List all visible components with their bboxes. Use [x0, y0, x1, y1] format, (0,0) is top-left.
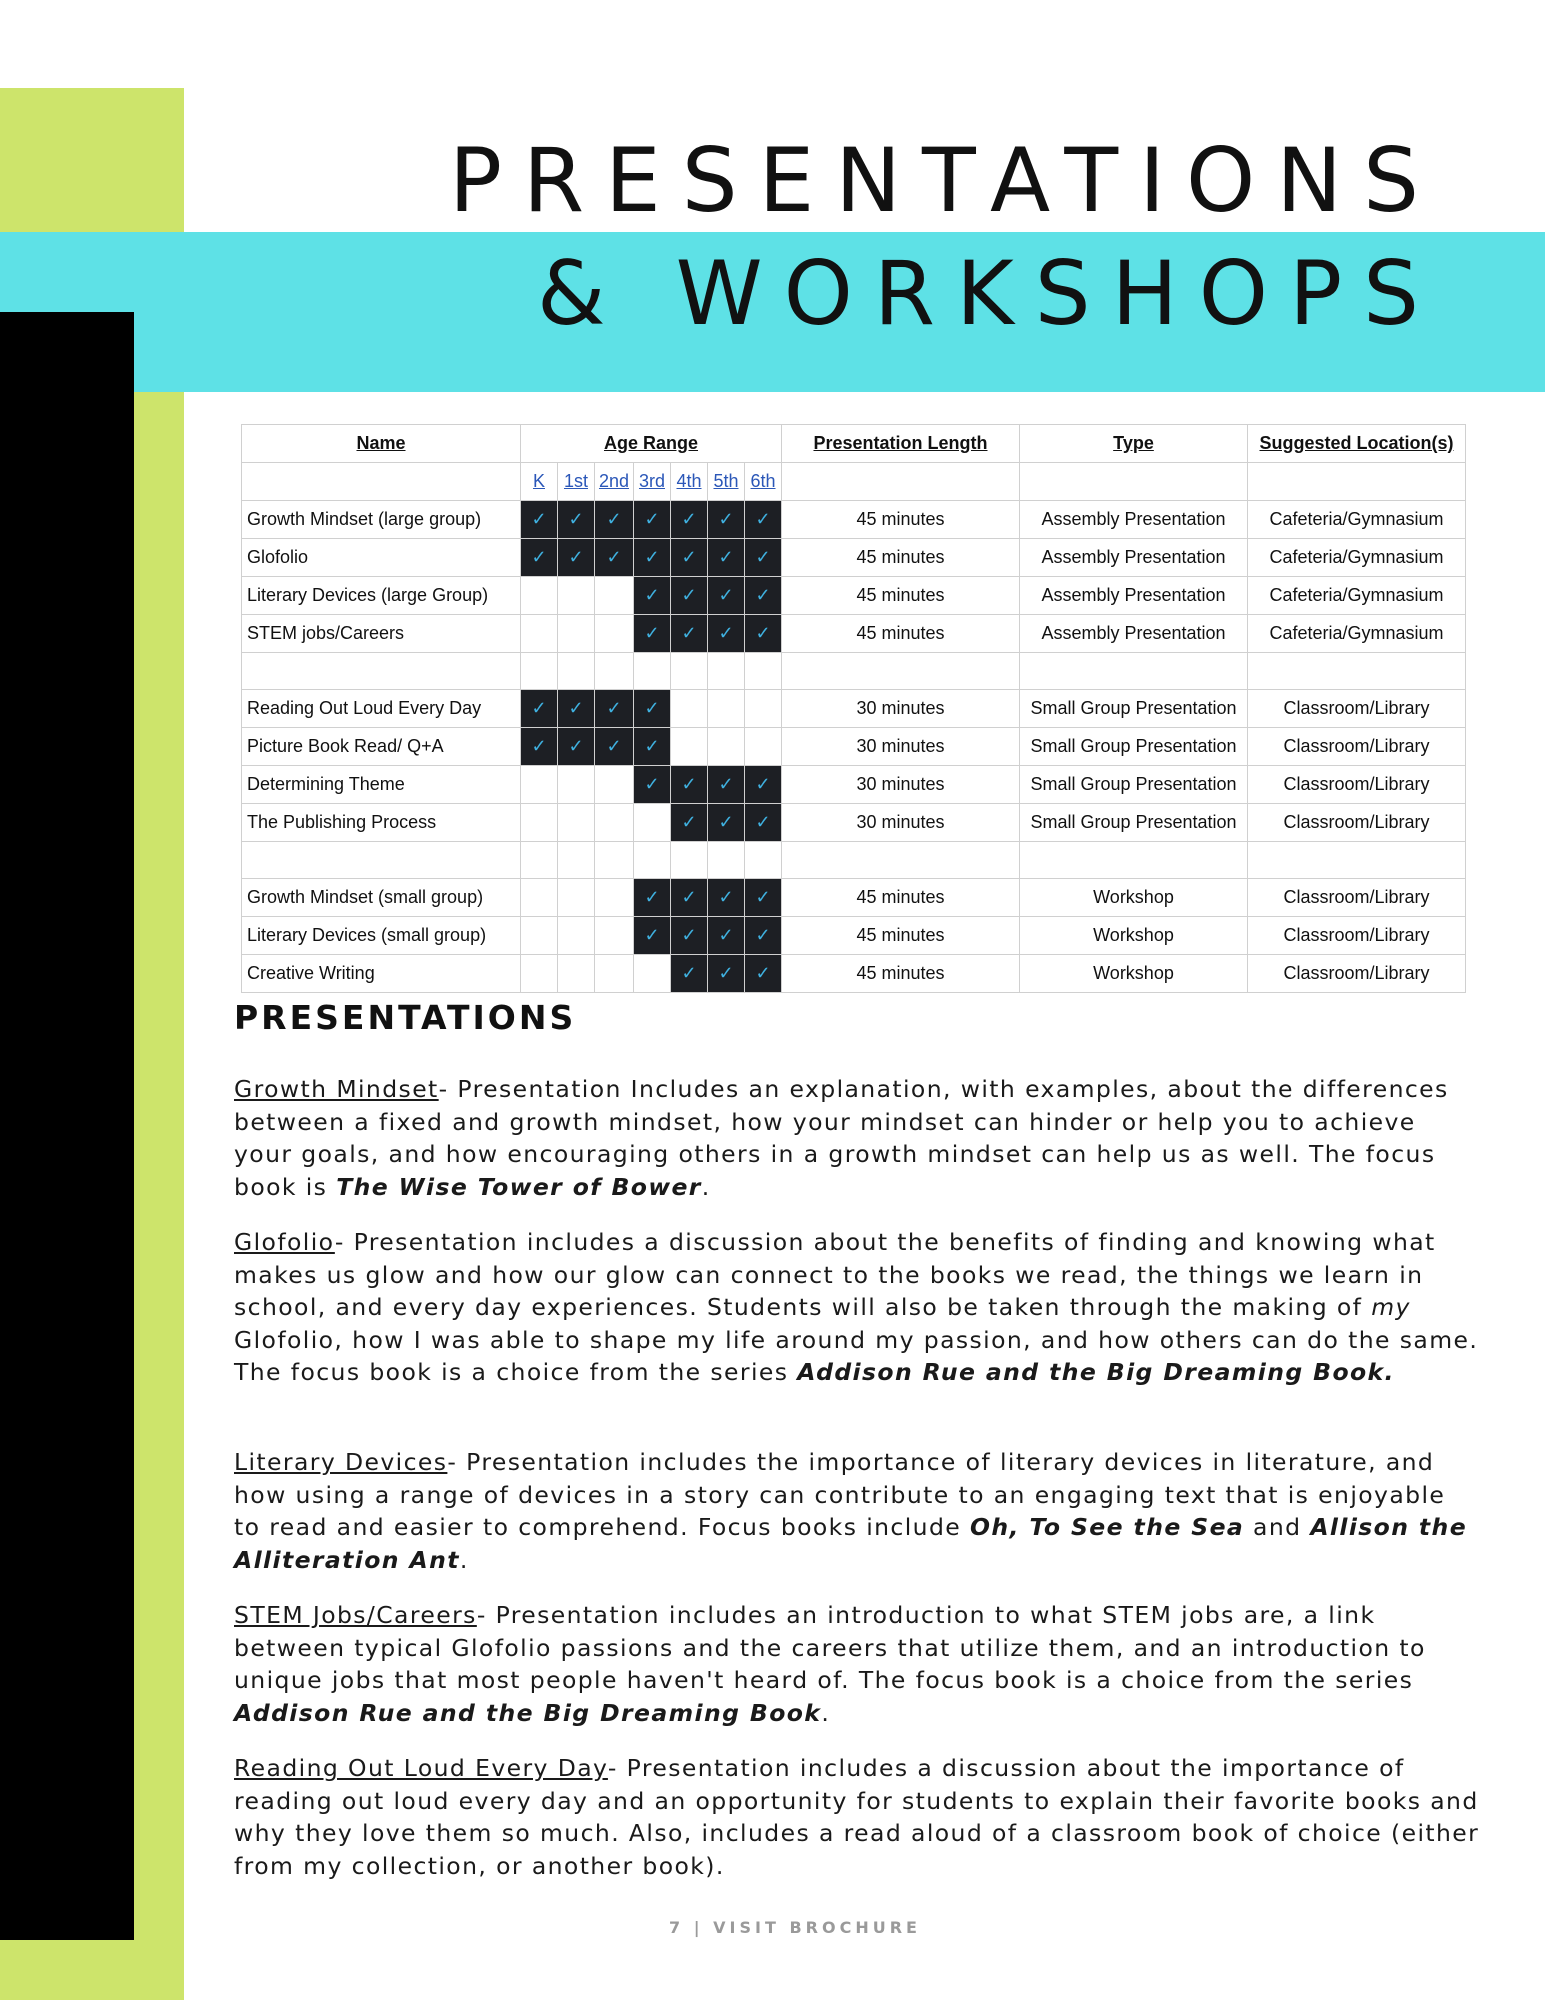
- empty-cell: [782, 653, 1020, 690]
- checkmark-icon: ✓: [671, 766, 708, 804]
- checkmark-icon: ✓: [671, 955, 708, 993]
- empty-cell: [1020, 653, 1248, 690]
- empty-grade-cell: [558, 917, 595, 955]
- header-length: Presentation Length: [782, 425, 1020, 463]
- page-title-line-1: PRESENTATIONS: [448, 129, 1440, 232]
- paragraph-text: .: [701, 1172, 711, 1201]
- checkmark-icon: ✓: [671, 501, 708, 539]
- empty-cell: [782, 842, 1020, 879]
- empty-cell: [521, 842, 558, 879]
- empty-cell: [745, 842, 782, 879]
- header-location: Suggested Location(s): [1248, 425, 1466, 463]
- paragraph-text: - Presentation includes a discussion about the benefits of finding and knowing what makes us glow and how our glow can connect to the books we read, the things we learn in school, and every day experiences. Students will also be taken through the making of: [234, 1228, 1436, 1321]
- empty-grade-cell: [595, 804, 634, 842]
- empty-cell: [708, 653, 745, 690]
- presentation-type-cell: Workshop: [1020, 879, 1248, 917]
- paragraph-text: .: [821, 1698, 831, 1727]
- checkmark-icon: ✓: [745, 804, 782, 842]
- location-cell: Classroom/Library: [1248, 917, 1466, 955]
- paragraph-text: Glofolio, how I was able to shape my life around my passion, and how others can do the same. The focus book is a choice from the series: [234, 1325, 1479, 1386]
- grade-row-blank: [1020, 463, 1248, 501]
- paragraph-text: .: [459, 1545, 469, 1574]
- empty-grade-cell: [521, 577, 558, 615]
- paragraph-stem-jobs: [234, 1599, 1480, 1729]
- table-row: [242, 766, 1466, 804]
- presentation-name-cell: STEM jobs/Careers: [242, 615, 521, 653]
- presentation-length-cell: 30 minutes: [782, 728, 1020, 766]
- checkmark-icon: ✓: [595, 539, 634, 577]
- checkmark-icon: ✓: [558, 690, 595, 728]
- header-age-range: Age Range: [521, 425, 782, 463]
- location-cell: Classroom/Library: [1248, 728, 1466, 766]
- empty-grade-cell: [595, 917, 634, 955]
- empty-grade-cell: [745, 690, 782, 728]
- presentation-type-cell: Assembly Presentation: [1020, 615, 1248, 653]
- checkmark-icon: ✓: [671, 879, 708, 917]
- grade-row-blank: [782, 463, 1020, 501]
- presentation-type-cell: Small Group Presentation: [1020, 766, 1248, 804]
- empty-grade-cell: [634, 804, 671, 842]
- empty-grade-cell: [708, 728, 745, 766]
- table-row: [242, 955, 1466, 993]
- paragraph-text: - Presentation Includes an explanation, with examples, about the differences between a fixed and growth mindset, how your mindset can hinder or help you to achieve your goals, and how encouraging others in a growth mindset can help us as well. The focus book is: [234, 1075, 1449, 1201]
- checkmark-icon: ✓: [521, 501, 558, 539]
- empty-cell: [242, 653, 521, 690]
- checkmark-icon: ✓: [708, 766, 745, 804]
- location-cell: Cafeteria/Gymnasium: [1248, 615, 1466, 653]
- table-body: [242, 501, 1466, 993]
- book-title: Addison Rue and the Big Dreaming Book.: [797, 1358, 1395, 1386]
- presentation-name-cell: Creative Writing: [242, 955, 521, 993]
- paragraph-text: - Presentation includes a discussion about the importance of reading out loud every day and an opportunity for students to explain their favorite books and why they love them so much. Also, includes a read aloud of a classroom book of choice (either from my collection, or another book).: [234, 1754, 1480, 1880]
- presentation-name-cell: Literary Devices (large Group): [242, 577, 521, 615]
- paragraph-lead: Literary Devices: [234, 1448, 448, 1476]
- table-row: [242, 690, 1466, 728]
- book-title: Oh, To See the Sea: [970, 1513, 1245, 1541]
- empty-cell: [595, 842, 634, 879]
- empty-grade-cell: [521, 917, 558, 955]
- checkmark-icon: ✓: [671, 539, 708, 577]
- checkmark-icon: ✓: [634, 539, 671, 577]
- grade-4th-link[interactable]: 4th: [671, 463, 708, 501]
- presentation-length-cell: 45 minutes: [782, 955, 1020, 993]
- paragraph-text: - Presentation includes the importance of literary devices in literature, and how using a range of devices in a story can contribute to an engaging text that is enjoyable to read and easier to comprehend. Focus books include: [234, 1448, 1446, 1541]
- header-type: Type: [1020, 425, 1248, 463]
- presentation-type-cell: Workshop: [1020, 955, 1248, 993]
- presentation-length-cell: 45 minutes: [782, 917, 1020, 955]
- grade-1st-link[interactable]: 1st: [558, 463, 595, 501]
- empty-cell: [634, 653, 671, 690]
- presentation-length-cell: 45 minutes: [782, 539, 1020, 577]
- presentation-type-cell: Workshop: [1020, 917, 1248, 955]
- checkmark-icon: ✓: [745, 955, 782, 993]
- empty-grade-cell: [595, 577, 634, 615]
- empty-cell: [634, 842, 671, 879]
- checkmark-icon: ✓: [634, 501, 671, 539]
- paragraph-text: and: [1244, 1513, 1311, 1541]
- grade-3rd-link[interactable]: 3rd: [634, 463, 671, 501]
- empty-grade-cell: [595, 955, 634, 993]
- checkmark-icon: ✓: [634, 577, 671, 615]
- empty-grade-cell: [595, 766, 634, 804]
- book-title: The Wise Tower of Bower: [336, 1172, 702, 1201]
- checkmark-icon: ✓: [745, 917, 782, 955]
- spacer-row: [242, 842, 1466, 879]
- paragraph-text: - Presentation includes an introduction to what STEM jobs are, a link between typical Glofolio passions and the careers that utilize them, and an introduction to unique jobs that most people haven't heard of. The focus book is a choice from the series: [234, 1601, 1426, 1694]
- presentation-length-cell: 30 minutes: [782, 804, 1020, 842]
- book-title: Allison the Alliteration Ant: [234, 1513, 1468, 1574]
- presentation-length-cell: 45 minutes: [782, 879, 1020, 917]
- checkmark-icon: ✓: [558, 728, 595, 766]
- checkmark-icon: ✓: [708, 879, 745, 917]
- presentation-name-cell: Growth Mindset (small group): [242, 879, 521, 917]
- empty-grade-cell: [521, 766, 558, 804]
- book-title: Addison Rue and the Big Dreaming Book: [234, 1698, 822, 1727]
- empty-grade-cell: [521, 804, 558, 842]
- grade-header-row: [242, 463, 1466, 501]
- location-cell: Cafeteria/Gymnasium: [1248, 577, 1466, 615]
- presentation-name-cell: The Publishing Process: [242, 804, 521, 842]
- paragraph-lead: Growth Mindset: [234, 1075, 439, 1103]
- checkmark-icon: ✓: [595, 501, 634, 539]
- emphasis-text: my: [1371, 1293, 1411, 1321]
- empty-grade-cell: [521, 879, 558, 917]
- header-name: Name: [242, 425, 521, 463]
- checkmark-icon: ✓: [521, 690, 558, 728]
- empty-cell: [521, 653, 558, 690]
- empty-cell: [595, 653, 634, 690]
- location-cell: Classroom/Library: [1248, 955, 1466, 993]
- empty-grade-cell: [558, 955, 595, 993]
- paragraph-lead: Glofolio: [234, 1228, 335, 1256]
- paragraph-lead: STEM Jobs/Careers: [234, 1601, 477, 1629]
- checkmark-icon: ✓: [745, 615, 782, 653]
- checkmark-icon: ✓: [708, 917, 745, 955]
- empty-grade-cell: [708, 690, 745, 728]
- checkmark-icon: ✓: [708, 615, 745, 653]
- presentation-type-cell: Small Group Presentation: [1020, 690, 1248, 728]
- checkmark-icon: ✓: [745, 577, 782, 615]
- empty-cell: [558, 653, 595, 690]
- paragraph-reading-out-loud: [234, 1752, 1480, 1882]
- checkmark-icon: ✓: [595, 728, 634, 766]
- presentation-length-cell: 30 minutes: [782, 766, 1020, 804]
- checkmark-icon: ✓: [745, 879, 782, 917]
- table-row: [242, 577, 1466, 615]
- empty-grade-cell: [521, 955, 558, 993]
- checkmark-icon: ✓: [671, 804, 708, 842]
- location-cell: Classroom/Library: [1248, 766, 1466, 804]
- paragraph-growth-mindset: [234, 1073, 1480, 1203]
- location-cell: Classroom/Library: [1248, 690, 1466, 728]
- grade-6th-link[interactable]: 6th: [745, 463, 782, 501]
- spacer-row: [242, 653, 1466, 690]
- location-cell: Cafeteria/Gymnasium: [1248, 501, 1466, 539]
- empty-cell: [1020, 842, 1248, 879]
- checkmark-icon: ✓: [521, 728, 558, 766]
- checkmark-icon: ✓: [634, 879, 671, 917]
- checkmark-icon: ✓: [634, 766, 671, 804]
- empty-cell: [1248, 653, 1466, 690]
- empty-cell: [671, 842, 708, 879]
- presentation-name-cell: Growth Mindset (large group): [242, 501, 521, 539]
- checkmark-icon: ✓: [745, 501, 782, 539]
- table-row: [242, 728, 1466, 766]
- presentation-type-cell: Assembly Presentation: [1020, 539, 1248, 577]
- grade-5th-link[interactable]: 5th: [708, 463, 745, 501]
- empty-cell: [671, 653, 708, 690]
- checkmark-icon: ✓: [708, 955, 745, 993]
- black-side-bar: [0, 312, 134, 1940]
- table-row: [242, 879, 1466, 917]
- grade-row-blank: [242, 463, 521, 501]
- location-cell: Cafeteria/Gymnasium: [1248, 539, 1466, 577]
- presentation-length-cell: 30 minutes: [782, 690, 1020, 728]
- checkmark-icon: ✓: [595, 690, 634, 728]
- presentation-name-cell: Reading Out Loud Every Day: [242, 690, 521, 728]
- grade-row-blank: [1248, 463, 1466, 501]
- checkmark-icon: ✓: [521, 539, 558, 577]
- table-header-row: [242, 425, 1466, 463]
- empty-cell: [1248, 842, 1466, 879]
- empty-grade-cell: [671, 728, 708, 766]
- table-row: [242, 804, 1466, 842]
- empty-grade-cell: [595, 615, 634, 653]
- checkmark-icon: ✓: [708, 577, 745, 615]
- empty-grade-cell: [558, 577, 595, 615]
- presentation-name-cell: Determining Theme: [242, 766, 521, 804]
- grade-2nd-link[interactable]: 2nd: [595, 463, 634, 501]
- paragraph-lead: Reading Out Loud Every Day: [234, 1754, 608, 1782]
- location-cell: Classroom/Library: [1248, 879, 1466, 917]
- presentation-length-cell: 45 minutes: [782, 577, 1020, 615]
- checkmark-icon: ✓: [634, 615, 671, 653]
- checkmark-icon: ✓: [558, 501, 595, 539]
- empty-grade-cell: [745, 728, 782, 766]
- empty-cell: [708, 842, 745, 879]
- checkmark-icon: ✓: [745, 766, 782, 804]
- empty-cell: [242, 842, 521, 879]
- page-title-line-2: & WORKSHOPS: [537, 242, 1440, 345]
- empty-cell: [745, 653, 782, 690]
- presentation-name-cell: Picture Book Read/ Q+A: [242, 728, 521, 766]
- checkmark-icon: ✓: [634, 917, 671, 955]
- paragraph-glofolio: [234, 1226, 1480, 1389]
- presentation-type-cell: Assembly Presentation: [1020, 577, 1248, 615]
- location-cell: Classroom/Library: [1248, 804, 1466, 842]
- checkmark-icon: ✓: [634, 690, 671, 728]
- empty-grade-cell: [521, 615, 558, 653]
- table-row: [242, 615, 1466, 653]
- empty-grade-cell: [671, 690, 708, 728]
- empty-grade-cell: [595, 879, 634, 917]
- checkmark-icon: ✓: [671, 615, 708, 653]
- empty-cell: [558, 842, 595, 879]
- empty-grade-cell: [558, 766, 595, 804]
- checkmark-icon: ✓: [708, 804, 745, 842]
- checkmark-icon: ✓: [558, 539, 595, 577]
- empty-grade-cell: [558, 615, 595, 653]
- presentation-name-cell: Literary Devices (small group): [242, 917, 521, 955]
- paragraph-literary-devices: [234, 1446, 1480, 1576]
- presentation-schedule-table: [241, 424, 1466, 993]
- presentation-type-cell: Assembly Presentation: [1020, 501, 1248, 539]
- checkmark-icon: ✓: [745, 539, 782, 577]
- checkmark-icon: ✓: [708, 539, 745, 577]
- presentation-name-cell: Glofolio: [242, 539, 521, 577]
- presentation-type-cell: Small Group Presentation: [1020, 728, 1248, 766]
- empty-grade-cell: [558, 879, 595, 917]
- empty-grade-cell: [558, 804, 595, 842]
- checkmark-icon: ✓: [634, 728, 671, 766]
- checkmark-icon: ✓: [671, 917, 708, 955]
- table-row: [242, 501, 1466, 539]
- section-heading: PRESENTATIONS: [234, 998, 577, 1037]
- grade-k-link[interactable]: K: [521, 463, 558, 501]
- checkmark-icon: ✓: [708, 501, 745, 539]
- table-row: [242, 539, 1466, 577]
- page-footer: 7 | VISIT BROCHURE: [669, 1918, 921, 1937]
- table-row: [242, 917, 1466, 955]
- presentation-length-cell: 45 minutes: [782, 501, 1020, 539]
- presentation-type-cell: Small Group Presentation: [1020, 804, 1248, 842]
- empty-grade-cell: [634, 955, 671, 993]
- presentation-length-cell: 45 minutes: [782, 615, 1020, 653]
- checkmark-icon: ✓: [671, 577, 708, 615]
